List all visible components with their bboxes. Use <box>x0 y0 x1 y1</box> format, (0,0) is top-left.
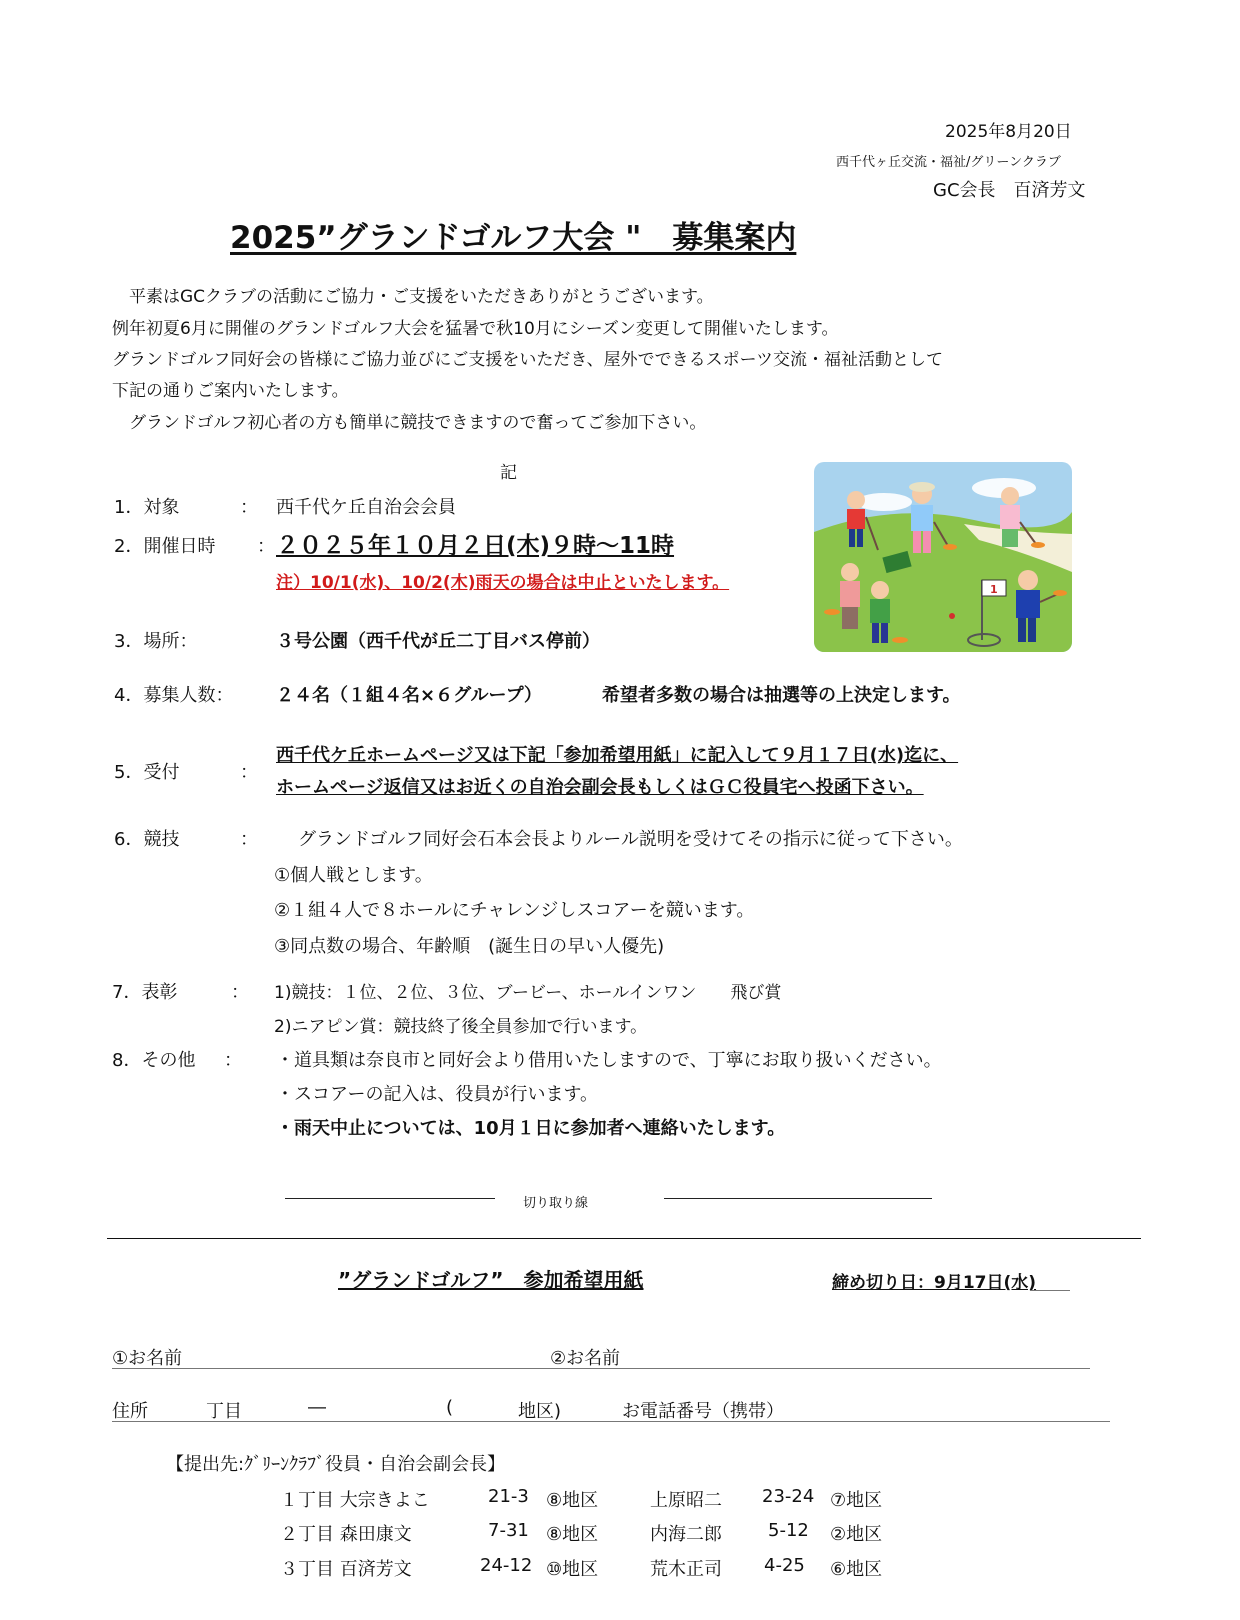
name-field-2-label: ②お名前 <box>550 1348 621 1369</box>
document-date: 2025年8月20日 <box>945 122 1072 142</box>
intro-line-5: グランドゴルフ初心者の方も簡単に競技できますので奮ってご参加下さい。 <box>112 413 707 433</box>
item-place-label: 3．場所： <box>114 631 198 652</box>
address-field-line[interactable] <box>112 1421 1110 1422</box>
item-game-line-3: ③同点数の場合、年齢順 (誕生日の早い人優先) <box>274 936 665 957</box>
submit-row-3-name1: ３丁目 百済芳文 <box>280 1559 412 1580</box>
submit-row-2-dist1: ⑧地区 <box>546 1524 599 1545</box>
item-reception-colon: ： <box>240 762 258 783</box>
item-count-label: 4．募集人数： <box>114 685 234 706</box>
item-date-value: ２０２５年１０月２日(木)９時〜11時 <box>276 533 675 559</box>
organization: 西千代ヶ丘交流・福祉/グリーンクラブ <box>836 155 1061 170</box>
submit-row-3-dist2: ⑥地区 <box>830 1559 883 1580</box>
name-field-line[interactable] <box>112 1368 1090 1369</box>
grand-golf-illustration <box>814 462 1072 652</box>
item-reception-label: 5．受付 <box>114 762 180 783</box>
submit-row-1-name2: 上原昭二 <box>650 1490 722 1511</box>
submit-row-1-no1: 21-3 <box>488 1486 529 1507</box>
chome-label: 丁目 <box>206 1401 242 1422</box>
item-award-line-2: 2)ニアピン賞：競技終了後全員参加で行います。 <box>274 1017 648 1037</box>
district-label: 地区) <box>518 1401 562 1422</box>
submit-row-3-no2: 4-25 <box>764 1555 805 1576</box>
name-field-1-label: ①お名前 <box>112 1348 183 1369</box>
item-other-line-2: ・スコアーの記入は、役員が行います。 <box>276 1084 599 1105</box>
item-game-colon: ： <box>240 829 258 850</box>
submit-heading: 【提出先:ｸﾞﾘｰﾝｸﾗﾌﾞ役員・自治会副会長】 <box>166 1454 506 1475</box>
item-other-line-3: ・雨天中止については、10月１日に参加者へ連絡いたします。 <box>276 1118 786 1139</box>
cut-line-label: 切り取り線 <box>523 1196 589 1211</box>
cut-line-left <box>285 1198 495 1199</box>
cut-line-right <box>664 1198 932 1199</box>
address-label: 住所 <box>112 1401 148 1422</box>
item-target-label: 1．対象 <box>114 497 180 518</box>
submit-row-2-no2: 5-12 <box>768 1520 809 1541</box>
item-count-value: ２４名（１組４名×６グループ） <box>276 685 542 706</box>
page-title: 2025”グランドゴルフ大会 " 募集案内 <box>230 220 797 256</box>
item-award-colon: ： <box>231 982 249 1003</box>
item-game-line-1: ①個人戦とします。 <box>274 865 433 886</box>
item-target-value: 西千代ケ丘自治会会員 <box>276 497 456 518</box>
deadline-underline-ext <box>1030 1290 1070 1291</box>
intro-line-4: 下記の通りご案内いたします。 <box>112 381 349 401</box>
item-game-line-2: ②１組４人で８ホールにチャレンジしスコアーを競います。 <box>274 900 755 921</box>
district-paren: ( <box>446 1397 454 1418</box>
submit-row-2-dist2: ②地区 <box>830 1524 883 1545</box>
submit-row-1-dist1: ⑧地区 <box>546 1490 599 1511</box>
flag-number: 1 <box>990 583 998 596</box>
item-award-label: 7．表彰 <box>112 982 178 1003</box>
item-place-value: ３号公園（西千代が丘二丁目バス停前） <box>276 631 600 652</box>
separator <box>107 1238 1141 1239</box>
address-dash: ― <box>308 1397 326 1418</box>
item-other-line-1: ・道具類は奈良市と同好会より借用いたしますので、丁寧にお取り扱いください。 <box>276 1050 942 1071</box>
item-other-label: 8．その他 <box>112 1050 196 1071</box>
item-award-line-1: 1)競技：１位、２位、３位、ブービー、ホールインワン 飛び賞 <box>274 983 782 1003</box>
item-game-label: 6．競技 <box>114 829 180 850</box>
ki-heading: 記 <box>500 463 517 483</box>
item-date-label: 2．開催日時 <box>114 536 216 557</box>
intro-line-3: グランドゴルフ同好会の皆様にご協力並びにご支援をいただき、屋外でできるスポーツ交流・福祉活動として <box>112 350 943 370</box>
submit-row-2-no1: 7-31 <box>488 1520 529 1541</box>
submit-row-1-no2: 23-24 <box>762 1486 815 1507</box>
item-target-colon: ： <box>240 497 258 518</box>
submit-row-2-name1: ２丁目 森田康文 <box>280 1524 412 1545</box>
phone-label: お電話番号（携帯） <box>622 1401 784 1422</box>
form-title: ”グランドゴルフ” 参加希望用紙 <box>338 1268 644 1292</box>
item-reception-line-1: 西千代ケ丘ホームページ又は下記「参加希望用紙」に記入して９月１７日(水)迄に、 <box>276 745 959 766</box>
intro-line-1: 平素はGCクラブの活動にご協力・ご支援をいただきありがとうございます。 <box>112 287 714 307</box>
submit-row-3-no1: 24-12 <box>480 1555 533 1576</box>
submit-row-3-name2: 荒木正司 <box>650 1559 722 1580</box>
item-reception-line-2: ホームページ返信又はお近くの自治会副会長もしくはＧＣ役員宅へ投函下さい。 <box>276 777 924 798</box>
submit-row-1-name1: １丁目 大宗きよこ <box>280 1490 430 1511</box>
submit-row-1-dist2: ⑦地区 <box>830 1490 883 1511</box>
item-count-extra: 希望者多数の場合は抽選等の上決定します。 <box>602 685 961 706</box>
item-other-colon: ： <box>224 1050 242 1071</box>
author: GC会長 百済芳文 <box>933 180 1086 201</box>
item-date-colon: ： <box>257 536 275 557</box>
item-game-line-0: グランドゴルフ同好会石本会長よりルール説明を受けてその指示に従って下さい。 <box>298 829 963 850</box>
item-date-note: 注）10/1(水)、10/2(木)雨天の場合は中止といたします。 <box>276 573 730 593</box>
submit-row-2-name2: 内海二郎 <box>650 1524 722 1545</box>
form-deadline: 締め切り日：9月17日(水) <box>832 1273 1037 1293</box>
submit-row-3-dist1: ⑩地区 <box>546 1559 599 1580</box>
intro-line-2: 例年初夏6月に開催のグランドゴルフ大会を猛暑で秋10月にシーズン変更して開催いたします。 <box>112 319 839 339</box>
